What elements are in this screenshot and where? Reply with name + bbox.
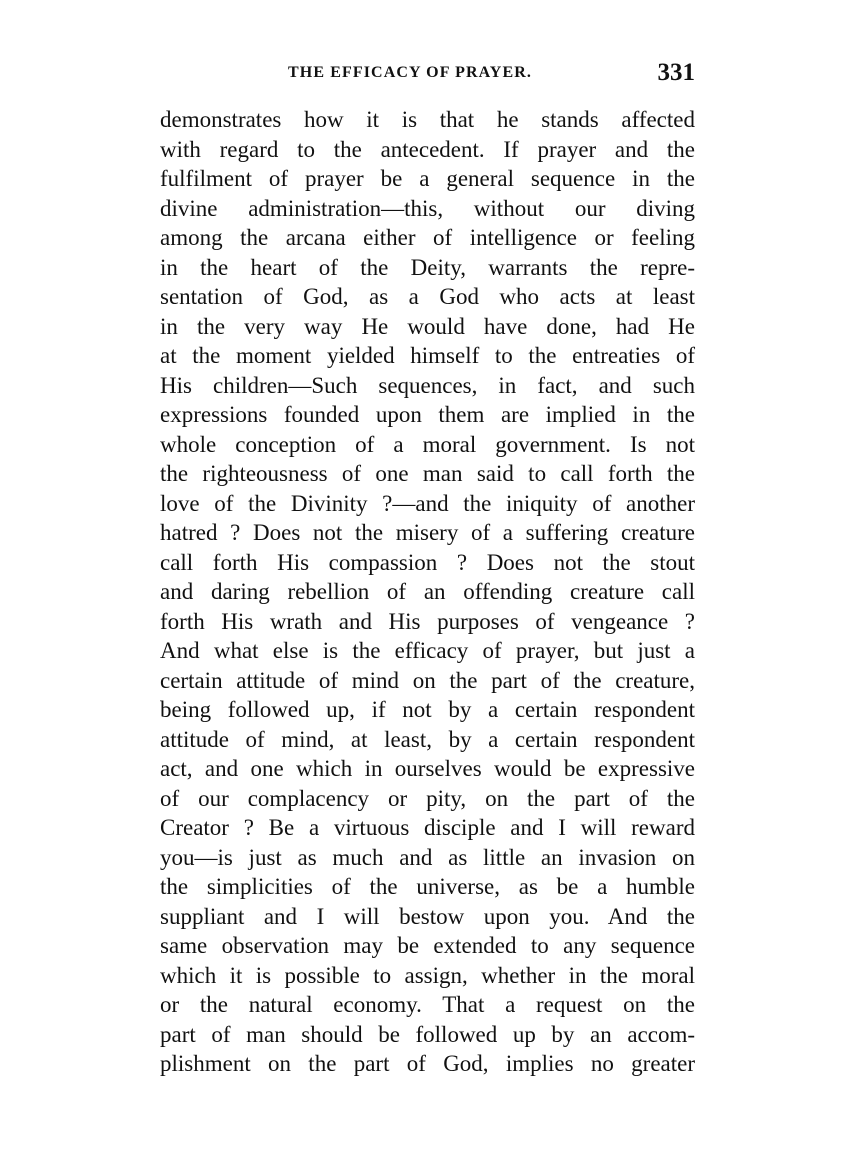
text-line: the simplicities of the universe, as be a humble [160,874,695,899]
text-line: act, and one which in ourselves would be expressive [160,756,695,781]
text-line: sentation of God, as a God who acts at least [160,284,695,309]
text-line: fulfilment of prayer be a general sequence in the [160,166,695,191]
text-line: plishment on the part of God, implies no greater [160,1051,695,1076]
text-line: whole conception of a moral government. Is not [160,431,695,457]
text-line: hatred ? Does not the misery of a suffering creature [160,520,695,545]
text-line: part of man should be followed up by an accom- [160,1021,695,1047]
text-line: at the moment yielded himself to the entreaties of [160,343,695,368]
text-line: call forth His compassion ? Does not the stout [160,549,695,575]
text-line: you—is just as much and as little an invasion on [160,844,695,870]
text-line: His children—Such sequences, in fact, and such [160,372,695,398]
text-line: or the natural economy. That a request on the [160,992,695,1017]
text-line: forth His wrath and His purposes of vengeance ? [160,608,695,634]
page-number: 331 [657,59,695,86]
text-line: divine administration—this, without our diving [160,195,695,221]
text-line: suppliant and I will bestow upon you. And the [160,903,695,929]
text-line: expressions founded upon them are implied in the [160,402,695,427]
text-line: among the arcana either of intelligence or feeling [160,225,695,250]
text-line: in the very way He would have done, had He [160,313,695,339]
running-head [160,58,695,90]
text-line: in the heart of the Deity, warrants the repre- [160,254,695,280]
text-line: and daring rebellion of an offending creature call [160,579,695,604]
text-line: with regard to the antecedent. If prayer and the [160,136,695,162]
text-line: love of the Divinity ?—and the iniquity of another [160,490,695,516]
text-line: And what else is the efficacy of prayer, but just a [160,638,695,663]
text-line: demonstrates how it is that he stands affected [160,107,695,132]
text-line: attitude of mind, at least, by a certain respondent [160,726,695,752]
text-line: which it is possible to assign, whether in the moral [160,962,695,988]
text-line: being followed up, if not by a certain respondent [160,697,695,722]
text-line: certain attitude of mind on the part of the creature, [160,667,695,693]
body-text [160,105,695,1079]
running-title: THE EFFICACY OF PRAYER. [288,64,532,81]
text-line: Creator ? Be a virtuous disciple and I will reward [160,815,695,840]
text-line: same observation may be extended to any sequence [160,933,695,958]
text-line: of our complacency or pity, on the part of the [160,785,695,811]
text-line: the righteousness of one man said to call forth the [160,461,695,486]
